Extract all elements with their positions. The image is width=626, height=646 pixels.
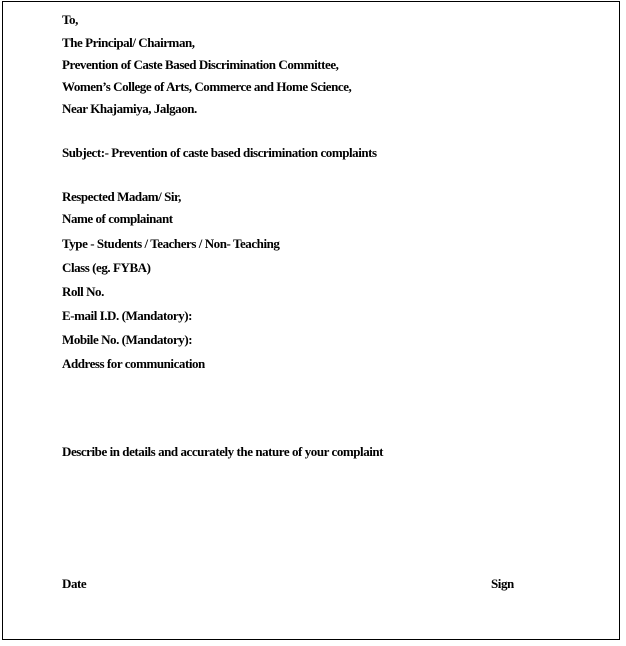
recipient-line-2: Prevention of Caste Based Discrimination Committee, xyxy=(62,57,339,72)
field-address: Address for communication xyxy=(62,356,205,371)
field-mobile: Mobile No. (Mandatory): xyxy=(62,332,193,347)
complaint-prompt: Describe in details and accurately the nature of your complaint xyxy=(62,444,384,459)
field-name-of-complainant: Name of complainant xyxy=(62,211,173,226)
field-roll-no: Roll No. xyxy=(62,284,104,299)
recipient-line-1: The Principal/ Chairman, xyxy=(62,35,195,50)
field-class: Class (eg. FYBA) xyxy=(62,260,151,275)
greeting-line: Respected Madam/ Sir, xyxy=(62,189,181,204)
sign-label: Sign xyxy=(491,576,514,591)
subject-line: Subject:- Prevention of caste based discrimination complaints xyxy=(62,145,377,160)
to-line: To, xyxy=(62,12,78,27)
field-type: Type - Students / Teachers / Non- Teaching xyxy=(62,236,280,251)
recipient-line-4: Near Khajamiya, Jalgaon. xyxy=(62,101,197,116)
field-email: E-mail I.D. (Mandatory): xyxy=(62,308,193,323)
recipient-line-3: Women’s College of Arts, Commerce and Home Science, xyxy=(62,79,352,94)
date-label: Date xyxy=(62,576,87,591)
